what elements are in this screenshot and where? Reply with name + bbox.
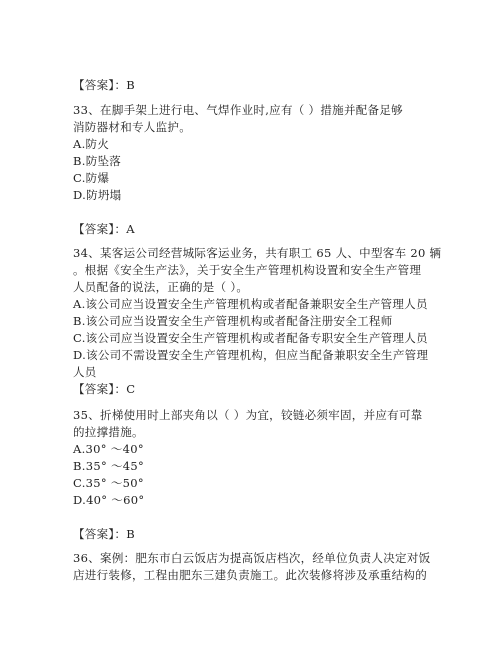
option-34-a: A.该公司应当设置安全生产管理机构或者配备兼职安全生产管理人员 [73, 297, 428, 311]
question-34-line-1: 34、某客运公司经营城际客运业务，共有职工 65 人、中型客车 20 辆 [73, 246, 442, 260]
question-35-line-2: 的拉撑措施。 [73, 425, 144, 439]
option-35-a: A.30° ～40° [73, 442, 144, 456]
option-33-a: A.防火 [73, 137, 110, 151]
option-35-d: D.40° ～60° [73, 493, 145, 507]
answer-line-q32: 【答案】：B [73, 78, 136, 92]
option-34-b: B.该公司应当设置安全生产管理机构或者配备注册安全工程师 [73, 314, 393, 328]
question-34-line-2: 。根据《安全生产法》，关于安全生产管理机构设置和安全生产管理 [73, 263, 422, 277]
option-34-d-line-2: 人员 [73, 365, 97, 379]
question-33-line-2: 消防器材和专人监护。 [73, 120, 191, 134]
option-35-b: B.35° ～45° [73, 459, 145, 473]
question-36-line-1: 36、案例：肥东市白云饭店为提高饭店档次，经单位负责人决定对饭 [73, 551, 431, 565]
option-33-d: D.防坍塌 [73, 188, 122, 202]
option-33-c: C.防爆 [73, 171, 110, 185]
question-33-line-1: 33、在脚手架上进行电、气焊作业时,应有（ ）措施并配备足够 [73, 103, 403, 117]
option-35-c: C.35° ～50° [73, 476, 144, 490]
answer-line-q35: 【答案】：B [73, 527, 136, 541]
question-35-line-1: 35、折梯使用时上部夹角以（ ）为宜，铰链必须牢固，并应有可靠 [73, 408, 423, 422]
option-33-b: B.防坠落 [73, 154, 122, 168]
question-34-line-3: 人员配备的说法，正确的是（ ）。 [73, 280, 249, 294]
answer-line-q33: 【答案】：A [73, 222, 135, 236]
question-36-line-2: 店进行装修，工程由肥东三建负责施工。此次装修将涉及承重结构的 [73, 568, 427, 582]
answer-line-q34: 【答案】：C [73, 382, 136, 396]
option-34-c: C.该公司应当设置安全生产管理机构或者配备专职安全生产管理人员 [73, 331, 428, 345]
option-34-d-line-1: D.该公司不需设置安全生产管理机构，但应当配备兼职安全生产管理 [73, 348, 429, 362]
